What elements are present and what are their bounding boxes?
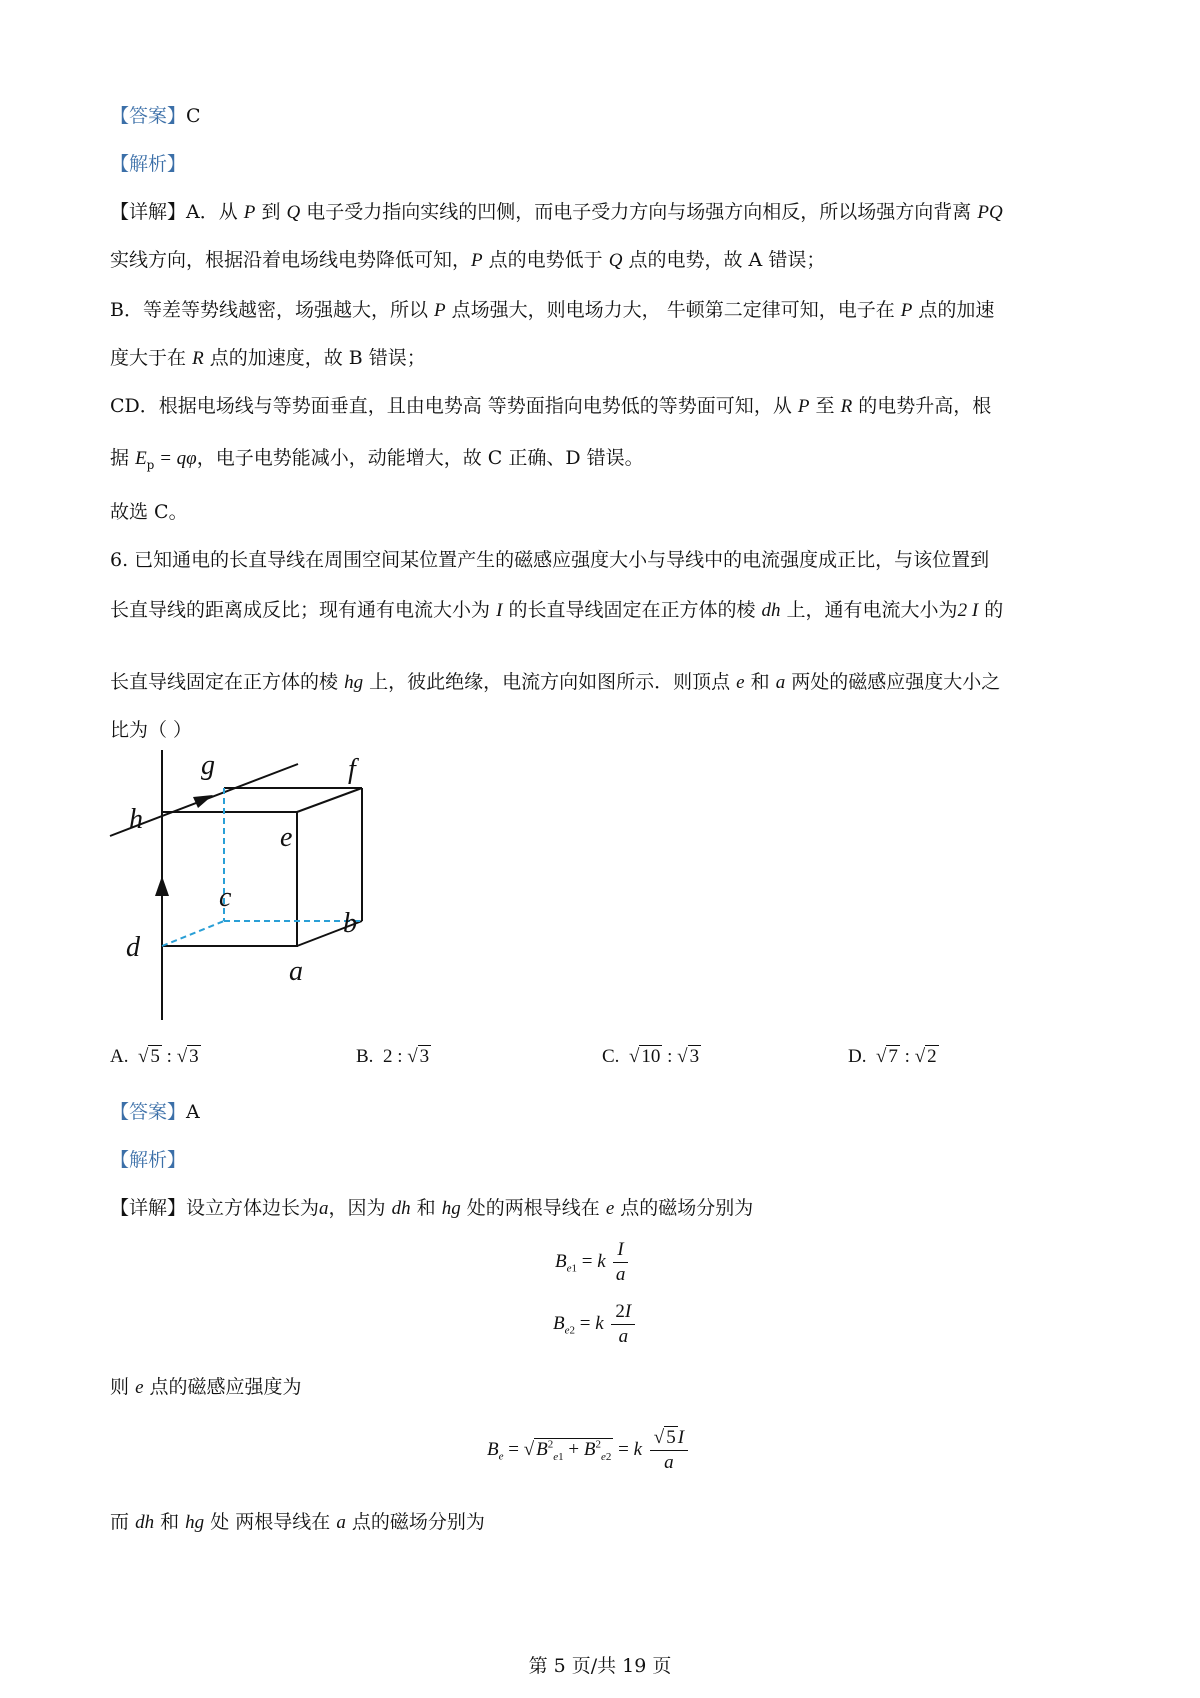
var-P: P (243, 202, 256, 223)
option-lhs: 10 (641, 1046, 661, 1067)
ep-rhs: = qφ (154, 448, 197, 469)
label-a: a (289, 956, 303, 987)
current-arrow-right-icon (193, 795, 213, 808)
option-label: A. (110, 1046, 129, 1067)
q5-detail-a-line1 (110, 198, 1003, 227)
ep-formula (135, 447, 197, 472)
q6-text: 处的两根导线在 (466, 1197, 600, 1219)
q6-detail-line1 (110, 1194, 753, 1223)
var-dh: dh (135, 1512, 155, 1533)
current-arrow-up-icon (155, 876, 169, 896)
q6-text: 点的磁场分别为 (620, 1197, 754, 1219)
q6-text: 而 (110, 1511, 130, 1533)
q5-text: 度大于在 (110, 347, 187, 369)
var-R: R (840, 396, 853, 417)
var-P: P (797, 396, 810, 417)
hidden-edge-dc (162, 921, 224, 946)
q5-text: 点的电势低于 (488, 249, 603, 271)
q5-text: A．从 (186, 201, 238, 223)
q6-text: 处 两根导线在 (210, 1511, 331, 1533)
option-rhs: 3 (189, 1046, 199, 1067)
q5-text: 的电势升高，根 (858, 395, 992, 417)
q6-text: 和 (750, 671, 770, 693)
q6-text: 的长直导线固定在正方体的棱 (508, 599, 756, 621)
var-a: a (775, 672, 786, 693)
q6-text: 的 (984, 599, 1004, 621)
option-lhs: 7 (888, 1046, 898, 1067)
var-hg: hg (441, 1198, 461, 1219)
q6-stem-line3 (110, 668, 1000, 697)
q5-text: 点的电势，故 A 错误； (628, 249, 826, 271)
label-c: c (219, 882, 232, 913)
q6-text: 上，彼此绝缘，电流方向如图所示．则顶点 (369, 671, 731, 693)
q5-text: 至 (815, 395, 835, 417)
q5-detail-cd-line2 (110, 444, 644, 479)
q5-text: CD．根据电场线与等势面垂直，且由电势高 等势面指向电势低的等势面可知，从 (110, 395, 792, 417)
q6-stem-line2 (110, 596, 1003, 625)
label-h: h (129, 804, 143, 835)
q6-text: 和 (160, 1511, 180, 1533)
q6-text: 则 (110, 1376, 130, 1398)
q5-text: 实线方向，根据沿着电场线电势降低可知， (110, 249, 472, 271)
q6-stem-line4 (110, 716, 192, 744)
q6-text: 和 (416, 1197, 436, 1219)
ep-symbol: E (135, 448, 147, 469)
var-Q: Q (608, 250, 623, 271)
option-rhs: 3 (689, 1046, 700, 1067)
q5-detail-a-line2 (110, 246, 825, 275)
cube-edge-ef (297, 788, 362, 812)
q5-text: 点的加速 (918, 299, 995, 321)
q5-text: ，电子电势能减小，动能增大，故 C 正确、D 错误。 (196, 447, 644, 469)
q6-text: 两处的磁感应强度大小之 (791, 671, 1001, 693)
option-label: C. (602, 1046, 620, 1067)
detail-tag: 【详解】 (110, 201, 187, 223)
var-I: I (496, 600, 503, 621)
detail-tag: 【详解】 (110, 1197, 187, 1219)
q5-text: 点场强大，则电场力大， 牛顿第二定律可知，电子在 (451, 299, 895, 321)
q6-text: 比为（ ） (110, 719, 193, 741)
var-R: R (192, 348, 204, 369)
var-e: e (605, 1198, 615, 1219)
q6-text: 点的磁场分别为 (351, 1511, 485, 1533)
q6-e-field-line (110, 1373, 302, 1402)
var-dh: dh (761, 600, 781, 621)
q6-text: ，因为 (328, 1197, 386, 1219)
option-a[interactable]: A. √ 5 : √ 3 (110, 1046, 199, 1067)
q6-stem-line1 (110, 546, 989, 574)
q6-answer-line (110, 1098, 200, 1126)
q6-last-line (110, 1508, 485, 1537)
var-2I: 2 I (957, 600, 979, 621)
q6-analysis-line (110, 1146, 186, 1174)
var-P: P (471, 250, 483, 271)
q5-text: 到 (261, 201, 281, 223)
option-lhs: 5 (150, 1046, 160, 1067)
equation-be1: $B_{e1} = k$ $\frac{I}{a}$ (555, 1238, 631, 1287)
page-footer: 第 5 页/共 19 页 (528, 1655, 672, 1677)
label-f: f (348, 754, 356, 785)
q5-conclusion (110, 498, 188, 526)
q5-detail-b-line1 (110, 296, 994, 325)
q5-analysis-line (110, 150, 186, 178)
ep-subscript: p (146, 457, 155, 472)
label-d: d (126, 932, 140, 963)
label-b: b (343, 908, 357, 939)
answer-tag: 【答案】 (110, 1101, 187, 1123)
q6-text: 长直导线的距离成反比；现有通有电流大小为 (110, 599, 491, 621)
option-lhs: 2 (382, 1046, 393, 1067)
var-hg: hg (344, 672, 364, 693)
q6-text: 上，通有电流大小为 (786, 599, 958, 621)
answer-tag: 【答案】 (110, 105, 187, 127)
option-b[interactable]: B. 2 : √ 3 (356, 1046, 430, 1067)
q6-text: 点的磁感应强度为 (149, 1376, 302, 1398)
cube-front-face (162, 812, 297, 946)
option-rhs: 2 (927, 1046, 937, 1067)
var-Q: Q (286, 202, 301, 223)
var-dh: dh (391, 1198, 411, 1219)
q5-answer-line (110, 102, 201, 130)
analysis-tag: 【解析】 (110, 1149, 187, 1171)
q5-text: 电子受力指向实线的凹侧，而电子受力方向与场强方向相反，所以场强方向背离 (306, 201, 972, 223)
equation-be2: $B_{e2} = k$ $\frac{2I}{a}$ (553, 1300, 638, 1349)
q5-detail-b-line2 (110, 344, 426, 373)
q6-answer-value: A (186, 1101, 200, 1123)
option-d[interactable]: D. √ 7 : √ 2 (848, 1046, 937, 1067)
var-PQ: PQ (977, 202, 1003, 223)
label-g: g (201, 750, 215, 781)
q5-text: 据 (110, 447, 130, 469)
option-label: B. (356, 1046, 374, 1067)
label-e: e (280, 822, 293, 853)
q5-conclusion-text: 故选 C。 (110, 501, 188, 523)
option-label: D. (848, 1046, 867, 1067)
var-a: a (319, 1198, 329, 1219)
cube-figure (100, 750, 420, 1030)
var-e: e (135, 1377, 144, 1398)
equation-be: $B_e$ = √ $B^2_{e1} + B^2_{e2} = k$ $\frac{√ 5 I}{a}$ (487, 1426, 691, 1475)
var-P: P (434, 300, 446, 321)
q5-text: 点的加速度，故 B 错误； (209, 347, 426, 369)
var-a: a (336, 1512, 346, 1533)
var-e: e (736, 672, 745, 693)
q5-text: B．等差等势线越密，场强越大，所以 (110, 299, 428, 321)
var-P: P (900, 300, 913, 321)
q6-text: 设立方体边长为 (186, 1197, 320, 1219)
q5-answer-value: C (186, 105, 201, 127)
q6-text: 6. 已知通电的长直导线在周围空间某位置产生的磁感应强度大小与导线中的电流强度成正比，与该位置到 (110, 549, 990, 571)
var-hg: hg (185, 1512, 205, 1533)
q6-text: 长直导线固定在正方体的棱 (110, 671, 339, 693)
analysis-tag: 【解析】 (110, 153, 187, 175)
option-rhs: 3 (419, 1046, 430, 1067)
option-c[interactable]: C. √ 10 : √ 3 (602, 1046, 700, 1067)
q5-detail-cd-line1 (110, 392, 991, 421)
